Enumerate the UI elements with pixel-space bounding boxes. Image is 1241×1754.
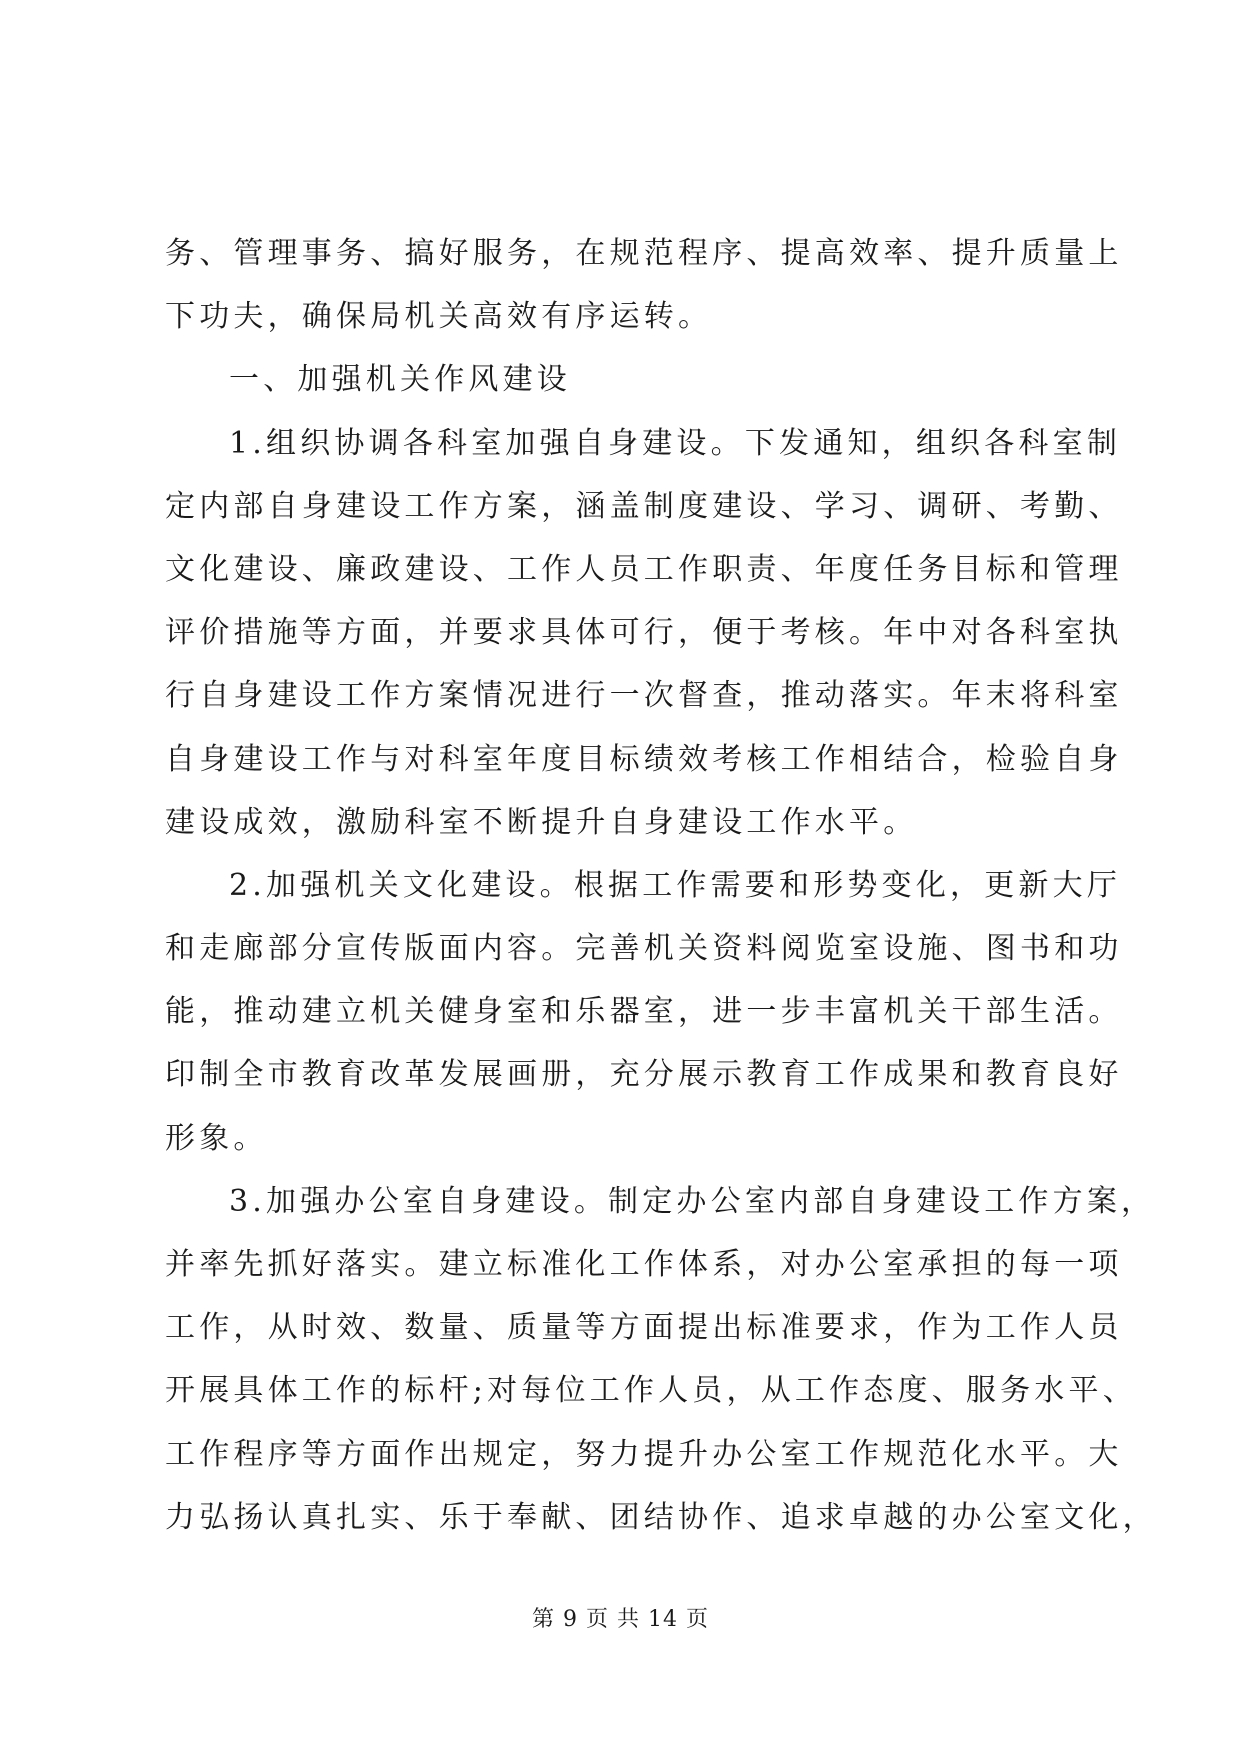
text-line: 3.加强办公室自身建设。制定办公室内部自身建设工作方案， xyxy=(229,1183,1156,1219)
text-line: 工作程序等方面作出规定，努力提升办公室工作规范化水平。大 xyxy=(165,1436,1123,1472)
text-line: 一、加强机关作风建设 xyxy=(229,362,571,398)
text-line: 印制全市教育改革发展画册，充分展示教育工作成果和教育良好 xyxy=(165,1057,1123,1093)
text-line: 自身建设工作与对科室年度目标绩效考核工作相结合，检验自身 xyxy=(165,741,1123,777)
text-line: 评价措施等方面，并要求具体可行，便于考核。年中对各科室执 xyxy=(165,615,1123,651)
document-body xyxy=(165,222,1157,1549)
text-line: 2.加强机关文化建设。根据工作需要和形势变化，更新大厅 xyxy=(229,867,1122,903)
text-line: 力弘扬认真扎实、乐于奉献、团结协作、追求卓越的办公室文化， xyxy=(165,1499,1157,1535)
text-line: 定内部自身建设工作方案，涵盖制度建设、学习、调研、考勤、 xyxy=(165,488,1123,524)
page-number-footer: 第 9 页 共 14 页 xyxy=(532,1607,709,1632)
text-line: 工作，从时效、数量、质量等方面提出标准要求，作为工作人员 xyxy=(165,1310,1123,1346)
text-line: 行自身建设工作方案情况进行一次督查，推动落实。年末将科室 xyxy=(165,678,1123,714)
text-line: 文化建设、廉政建设、工作人员工作职责、年度任务目标和管理 xyxy=(165,551,1123,587)
text-line: 建设成效，激励科室不断提升自身建设工作水平。 xyxy=(165,804,918,840)
text-line: 开展具体工作的标杆;对每位工作人员，从工作态度、服务水平、 xyxy=(165,1373,1137,1409)
text-line: 下功夫，确保局机关高效有序运转。 xyxy=(165,299,713,335)
text-line: 能，推动建立机关健身室和乐器室，进一步丰富机关干部生活。 xyxy=(165,994,1123,1030)
text-line: 1.组织协调各科室加强自身建设。下发通知，组织各科室制 xyxy=(229,425,1122,461)
text-line: 务、管理事务、搞好服务，在规范程序、提高效率、提升质量上 xyxy=(165,236,1123,271)
text-line: 形象。 xyxy=(165,1120,268,1156)
text-line: 和走廊部分宣传版面内容。完善机关资料阅览室设施、图书和功 xyxy=(165,931,1123,967)
text-line: 并率先抓好落实。建立标准化工作体系，对办公室承担的每一项 xyxy=(165,1247,1123,1282)
